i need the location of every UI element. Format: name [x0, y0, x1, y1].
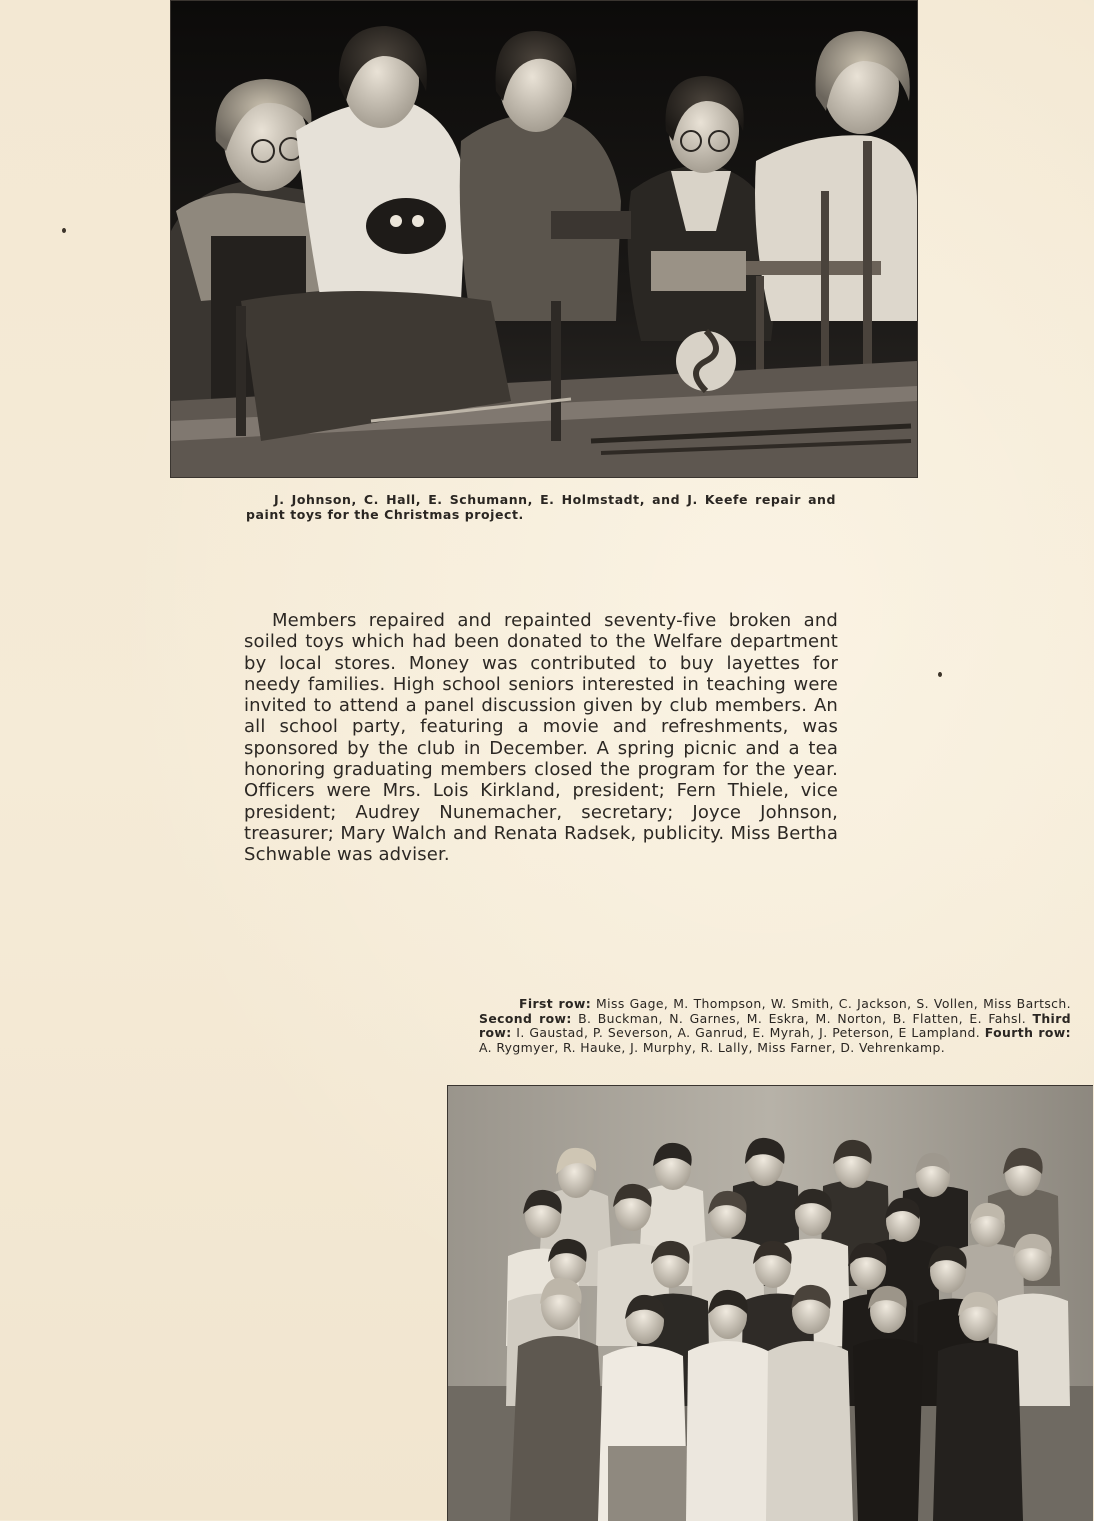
third-row-label: Third row:	[479, 1010, 1071, 1041]
fourth-row-names: A. Rygmyer, R. Hauke, J. Murphy, R. Lally, Miss Farner, D. Vehrenkamp.	[479, 1039, 946, 1055]
print-speck	[938, 672, 942, 677]
body-paragraph-text: Members repaired and repainted seventy-five broken and soiled toys which had been donated to the Welfare department by local stores. Money was contributed to buy layettes for needy families. High school seniors interested in teaching were invited to attend a panel discussion given by club members. An all school party, featuring a movie and refreshments, was sponsored by the club in December. A spring picnic and a tea honoring graduating members closed the program for the year. Officers were Mrs. Lois Kirkland, president; Fern Thiele, vice president; Audrey Nunemacher, secretary; Joyce Johnson, treasurer; Mary Walch and Renata Radsek, publicity. Miss Bertha Schwable was adviser.	[244, 610, 838, 866]
print-speck	[62, 228, 66, 233]
club-activities-paragraph	[244, 610, 838, 866]
group-photo	[447, 1085, 1093, 1521]
first-row-names: Miss Gage, M. Thompson, W. Smith, C. Jackson, S. Vollen, Miss Bartsch.	[591, 996, 1071, 1011]
second-row-label: Second row:	[479, 1010, 572, 1026]
third-row-names: I. Gaustad, P. Severson, A. Ganrud, E. Myrah, J. Peterson, E Lampland.	[511, 1025, 985, 1041]
row-listing	[479, 997, 1071, 1055]
first-row-label: First row:	[519, 996, 592, 1011]
second-row-names: B. Buckman, N. Garnes, M. Eskra, M. Norton, B. Flatten, E. Fahsl.	[571, 1010, 1033, 1026]
toy-repair-caption: J. Johnson, C. Hall, E. Schumann, E. Holmstadt, and J. Keefe repair and paint toys for the Christmas project.	[246, 492, 836, 522]
group-photo-caption	[479, 997, 1071, 1055]
fourth-row-label: Fourth row:	[984, 1025, 1071, 1041]
toy-repair-photo	[170, 0, 918, 478]
